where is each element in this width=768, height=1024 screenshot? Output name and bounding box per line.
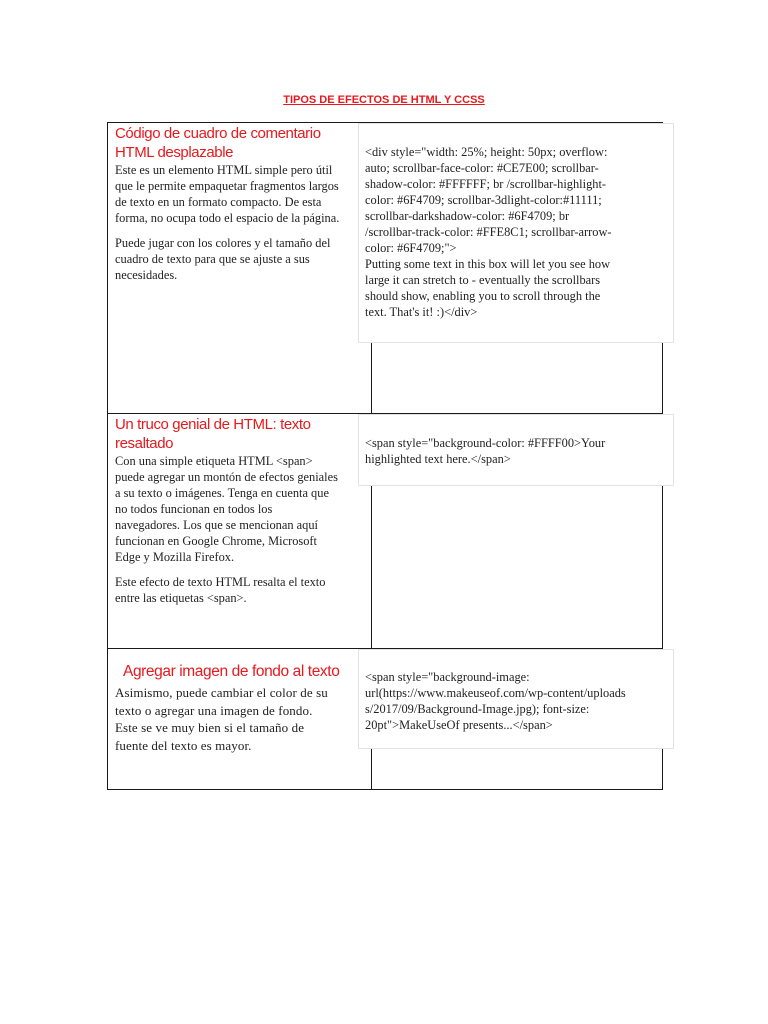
paragraph — [115, 684, 369, 754]
text-line: funcionan en Google Chrome, Microsoft — [115, 534, 317, 548]
text-line: que le permite empaquetar fragmentos largos — [115, 179, 339, 193]
section-body — [108, 681, 371, 763]
section-body — [108, 162, 371, 292]
text-line: Con una simple etiqueta HTML <span> — [115, 454, 313, 468]
heading-line: Agregar imagen de fondo al texto — [123, 663, 340, 680]
heading-line: HTML desplazable — [115, 144, 234, 161]
code-line: shadow-color: #FFFFFF; br /scrollbar-highlight- — [365, 177, 607, 191]
text-line: forma, no ocupa todo el espacio de la página. — [115, 211, 340, 225]
heading-line: Código de cuadro de comentario — [115, 125, 321, 142]
text-line: Puede jugar con los colores y el tamaño del — [115, 236, 331, 250]
code-box — [358, 649, 674, 749]
text-line: a su texto o imágenes. Tenga en cuenta que — [115, 486, 329, 500]
heading-line: Un truco genial de HTML: texto — [115, 416, 311, 433]
text-line: puede agregar un montón de efectos geniales — [115, 470, 338, 484]
code-line: s/2017/09/Background-Image.jpg); font-size: — [365, 702, 590, 716]
text-line: fuente del texto es mayor. — [115, 737, 252, 753]
code-line: text. That's it! :)</div> — [365, 305, 478, 319]
text-line: navegadores. Los que se mencionan aquí — [115, 518, 318, 532]
section-heading — [108, 414, 371, 453]
code-line: <span style="background-color: #FFFF00>Your — [365, 436, 606, 450]
paragraph — [115, 162, 369, 226]
table-row — [108, 414, 663, 649]
code-line: scrollbar-darkshadow-color: #6F4709; br — [365, 209, 570, 223]
code-cell — [365, 649, 663, 790]
text-line: Este efecto de texto HTML resalta el texto — [115, 575, 326, 589]
paragraph — [115, 235, 369, 283]
code-line: Putting some text in this box will let you see how — [365, 257, 611, 271]
description-cell — [108, 649, 372, 790]
code-line: auto; scrollbar-face-color: #CE7E00; scrollbar- — [365, 161, 599, 175]
code-box — [358, 414, 674, 486]
code-line: color: #6F4709;"> — [365, 241, 457, 255]
code-line: <div style="width: 25%; height: 50px; overflow: — [365, 145, 608, 159]
code-line: 20pt">MakeUseOf presents...</span> — [365, 718, 553, 732]
paragraph — [115, 453, 369, 565]
heading-line: resaltado — [115, 435, 174, 452]
text-line: cuadro de texto para que se ajuste a sus — [115, 252, 310, 266]
text-line: Este es un elemento HTML simple pero útil — [115, 163, 333, 177]
table-row — [108, 123, 663, 414]
section-body — [108, 453, 371, 615]
text-line: no todos funcionan en todos los — [115, 502, 273, 516]
table-row — [108, 649, 663, 790]
text-line: entre las etiquetas <span>. — [115, 591, 247, 605]
section-heading — [108, 123, 371, 162]
text-line: texto o agregar una imagen de fondo. — [115, 702, 313, 718]
paragraph — [115, 574, 369, 606]
page-title: TIPOS DE EFECTOS DE HTML Y CCSS — [283, 94, 485, 106]
code-line: should show, enabling you to scroll through the — [365, 289, 601, 303]
code-line: <span style="background-image: — [365, 670, 530, 684]
text-line: Asimismo, puede cambiar el color de su — [115, 685, 328, 700]
description-cell — [108, 123, 372, 414]
text-line: necesidades. — [115, 268, 178, 282]
code-line: color: #6F4709; scrollbar-3dlight-color:#11111; — [365, 193, 602, 207]
code-cell — [365, 414, 663, 649]
text-line: Edge y Mozilla Firefox. — [115, 550, 235, 564]
code-line: /scrollbar-track-color: #FFE8C1; scrollbar-arrow- — [365, 225, 612, 239]
code-line: large it can stretch to - eventually the scrollbars — [365, 273, 601, 287]
description-cell — [108, 414, 372, 649]
code-box — [358, 123, 674, 343]
text-line: Este se ve muy bien si el tamaño de — [115, 720, 305, 736]
text-line: de texto en un formato compacto. De esta — [115, 195, 322, 209]
effects-table — [107, 122, 663, 790]
section-heading — [108, 649, 371, 681]
code-line: url(https://www.makeuseof.com/wp-content/uploads — [365, 686, 626, 700]
code-line: highlighted text here.</span> — [365, 452, 511, 466]
code-cell — [365, 123, 663, 414]
